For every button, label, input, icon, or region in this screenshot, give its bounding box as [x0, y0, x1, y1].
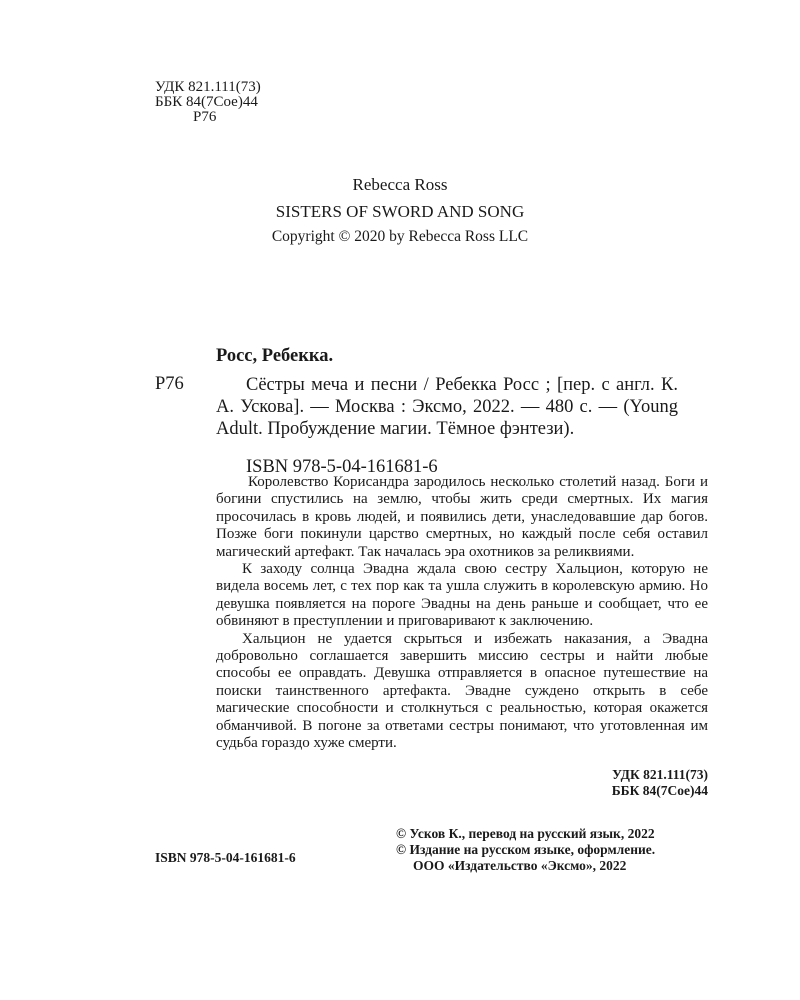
original-author: Rebecca Ross — [352, 175, 448, 194]
copyright-notices — [396, 826, 655, 874]
edition-copyright: © Издание на русском языке, оформление. — [396, 842, 656, 857]
annotation — [216, 474, 708, 753]
isbn-main: ISBN 978-5-04-161681-6 — [246, 457, 438, 477]
bbk-code: ББК 84(7Сое)44 — [155, 94, 258, 110]
udk-code: УДК 821.111(73) — [155, 79, 261, 95]
author-mark: Р76 — [193, 109, 217, 125]
isbn-bottom: ISBN 978-5-04-161681-6 — [155, 850, 296, 865]
top-classification-codes — [155, 80, 261, 125]
publisher-copyright: ООО «Издательство «Эксмо», 2022 — [413, 858, 627, 873]
original-title: SISTERS OF SWORD AND SONG — [275, 202, 525, 221]
bibliographic-description — [216, 374, 678, 440]
annotation-paragraph: Королевство Корисандра зародилось несколько столетий назад. Боги и богини спустились на землю, чтобы жить среди смертных. Их магия просочилась в кровь людей, и появились дети, унаследовавшие дар богов. Позже боги покинули царство смертных, но каждый после себя оставил магический артефакт. Так началась эра охотников за реликвиями. — [216, 474, 708, 560]
bibliographic-description-text: Сёстры меча и песни / Ребекка Росс ; [пер. с англ. К. А. Ускова]. — Москва : Эксмо, 2022. — 480 с. — (Young Adult. Пробуждение магии. Тёмное фэнтези). — [216, 375, 678, 439]
bottom-classification-codes — [560, 767, 708, 799]
bibliographic-heading: Росс, Ребекка. — [216, 346, 334, 366]
annotation-paragraph: Хальцион не удается скрыться и избежать наказания, а Эвадна добровольно соглашается завершить миссию сестры и найти любые способы ее оправдать. Девушка отправляется в опасное путешествие на поиски таинственного артефакта. Эвадне суждено открыть в себе магические способности и столкнуться с реальностью, которая окажется обманчивой. В погоне за ответами сестры понимают, что уготовленная им судьба гораздо хуже смерти. — [216, 630, 708, 752]
udk-code-bottom: УДК 821.111(73) — [612, 767, 708, 782]
bbk-code-bottom: ББК 84(7Сое)44 — [611, 783, 708, 798]
annotation-paragraph: К заходу солнца Эвадна ждала свою сестру Хальцион, которую не видела восемь лет, с тех пор как та ушла служить в королевскую армию. Но девушка появляется на пороге Эвадны на день раньше и сообщает, что ее обвиняют в преступлении и приговаривают к заключению. — [216, 561, 708, 630]
original-copyright: Copyright © 2020 by Rebecca Ross LLC — [271, 228, 529, 245]
bibliographic-author-mark: Р76 — [155, 374, 184, 394]
translation-copyright: © Усков К., перевод на русский язык, 2022 — [396, 826, 655, 841]
